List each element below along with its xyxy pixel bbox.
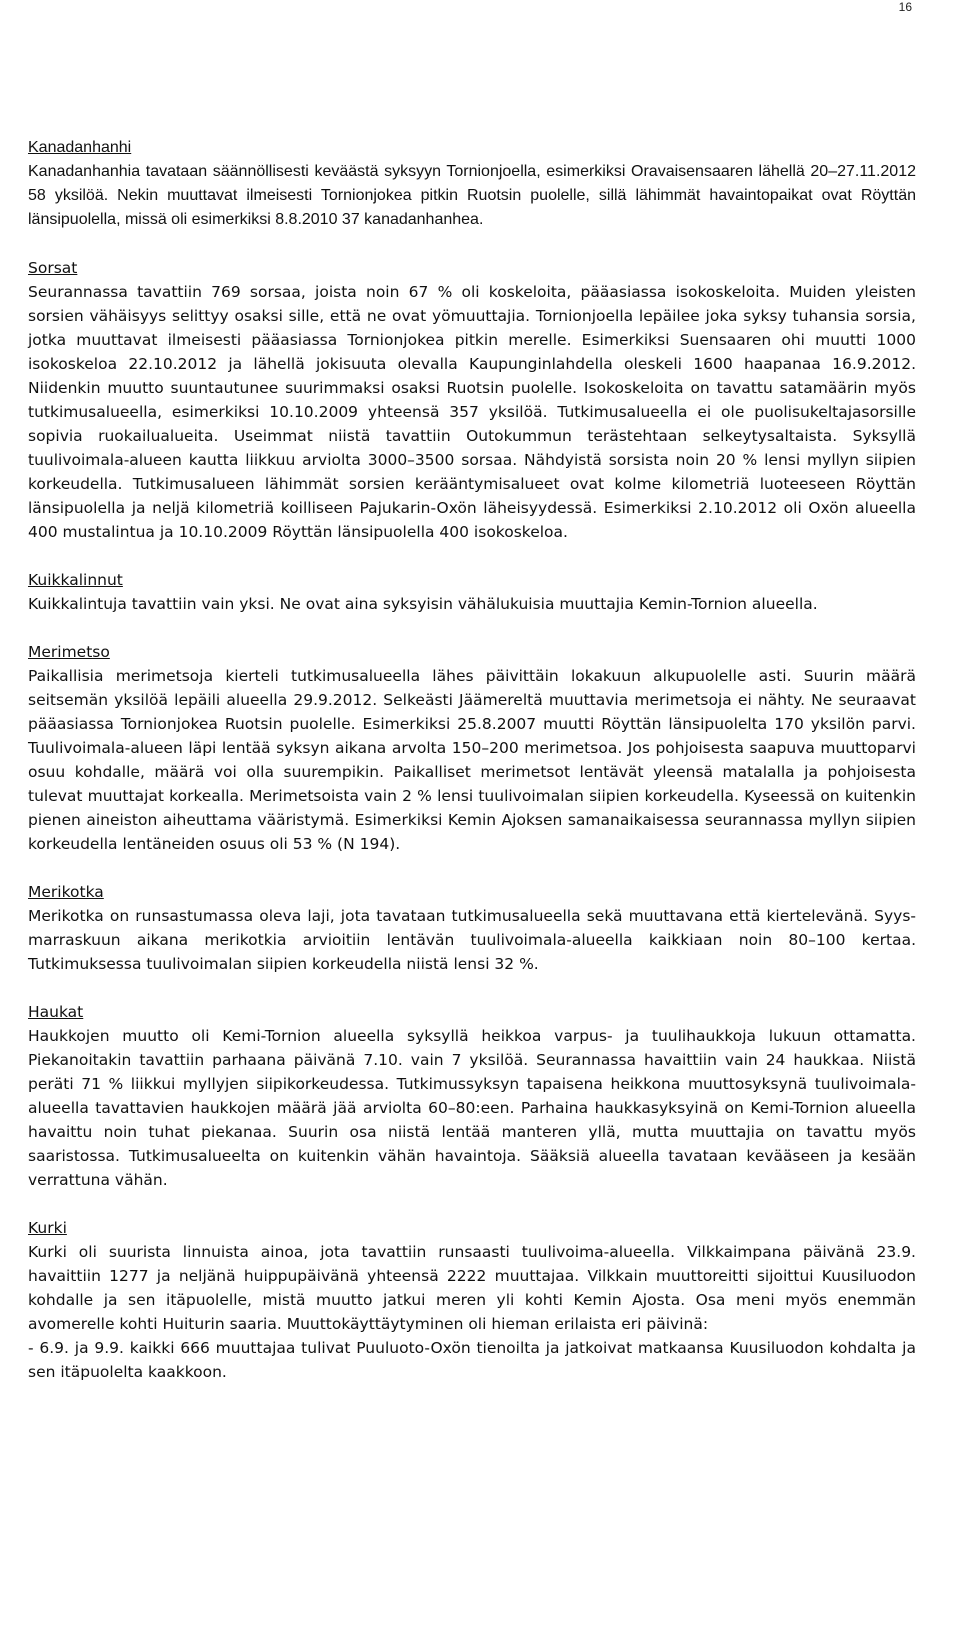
page-number: 16	[898, 0, 912, 14]
section-paragraph: Haukkojen muutto oli Kemi-Tornion alueella syksyllä heikkoa varpus- ja tuulihaukkoja lukuun ottamatta. Piekanoitakin tavattiin parhaana päivänä 7.10. vain 7 yksilöä. Seurannassa havaittiin vain 24 haukkaa. Niistä peräti 71 % liikkui myllyjen siipikorkeudessa. Tutkimussyksyn tapaisena heikkona muuttosyksynä tuulivoimala-alueella tavattavien haukkojen määrä jää arviolta 60–80:een. Parhaina haukkasyksyinä on Kemi-Tornion alueella havaittu noin tuhat piekanaa. Suurin osa niistä lentää manteren yllä, mutta muuttajia on tavattu myös saaristossa. Tutkimusalueelta on kuitenkin vähän havaintoja. Sääksiä alueella tavataan kevääseen ja kesään verrattuna vähän.	[28, 1027, 916, 1189]
section-heading: Kanadanhanhi	[28, 139, 132, 156]
section-sorsat	[28, 256, 916, 544]
section-paragraph: Kanadanhanhia tavataan säännöllisesti keväästä syksyyn Tornionjoella, esimerkiksi Oravaisensaaren lähellä 20–27.11.2012 58 yksilöä. Nekin muuttavat ilmeisesti Tornionjokea pitkin Ruotsin puolelle, sillä lähimmät havaintopaikat ovat Röyttän länsipuolella, missä oli esimerkiksi 8.8.2010 37 kanadanhanhea.	[28, 163, 916, 228]
section-heading: Sorsat	[28, 259, 78, 277]
section-merimetso	[28, 640, 916, 856]
section-kanadanhanhi	[28, 136, 916, 232]
section-paragraph: Merikotka on runsastumassa oleva laji, jota tavataan tutkimusalueella sekä muuttavana että kiertelevänä. Syys-marraskuun aikana merikotkia arvioitiin lentävän tuulivoimala-alueella kaikkiaan noin 80–100 kertaa. Tutkimuksessa tuulivoimalan siipien korkeudella niistä lensi 32 %.	[28, 907, 916, 973]
document-body	[28, 136, 916, 1408]
section-merikotka	[28, 880, 916, 976]
section-paragraph: Kurki oli suurista linnuista ainoa, jota tavattiin runsaasti tuulivoima-alueella. Vilkkaimpana päivänä 23.9. havaittiin 1277 ja neljänä huippupäivänä yhteensä 2222 muuttajaa. Vilkkain muuttoreitti sijoittui Kuusiluodon kohdalle ja sen itäpuolelle, mistä muutto jatkui meren yli kohti Kemin Ajosta. Osa meni myös enemmän avomerelle kohti Huiturin saaria. Muuttokäyttäytyminen oli hieman erilaista eri päivinä:	[28, 1243, 916, 1333]
section-haukat	[28, 1000, 916, 1192]
section-heading: Kurki	[28, 1219, 67, 1237]
section-heading: Merimetso	[28, 643, 110, 661]
section-paragraph: Seurannassa tavattiin 769 sorsaa, joista noin 67 % oli koskeloita, pääasiassa isokoskeloita. Muiden yleisten sorsien vähäisyys selittyy osaksi sille, että ne ovat yömuuttajia. Tornionjoella lepäilee joka syksy tuhansia sorsia, jotka muuttavat ilmeisesti pääasiassa Tornionjokea pitkin merelle. Esimerkiksi Suensaaren ohi muutti 1000 isokoskeloa 22.10.2012 ja lähellä jokisuuta olevalla Kaupunginlahdella oleskeli 1600 haapanaa 16.9.2012. Niidenkin muutto suuntautunee suurimmaksi osaksi Ruotsin puolelle. Isokoskeloita on tavattu satamäärin myös tutkimusalueella, esimerkiksi 10.10.2009 yhteensä 357 yksilöä. Tutkimusalueella ei ole puolisukeltajasorsille sopivia ruokailualueita. Useimmat niistä tavattiin Outokummun terästehtaan selkeytysaltaista. Syksyllä tuulivoimala-alueen kautta liikkuu arviolta 3000–3500 sorsaa. Nähdyistä sorsista noin 20 % lensi myllyn siipien korkeudella. Tutkimusalueen lähimmät sorsien kerääntymisalueet ovat kolme kilometriä luoteeseen Röyttän länsipuolella ja neljä kilometriä koilliseen Pajukarin-Oxön läheisyydessä. Esimerkiksi 2.10.2012 oli Oxön alueella 400 mustalintua ja 10.10.2009 Röyttän länsipuolella 400 isokoskeloa.	[28, 283, 916, 541]
section-heading: Merikotka	[28, 883, 104, 901]
section-kurki	[28, 1216, 916, 1384]
section-paragraph: Paikallisia merimetsoja kierteli tutkimusalueella lähes päivittäin lokakuun alkupuolelle asti. Suurin määrä seitsemän yksilöä lepäili alueella 29.9.2012. Selkeästi Jäämereltä muuttavia merimetsoja ei nähty. Ne seuraavat pääasiassa Tornionjokea Ruotsin puolelle. Esimerkiksi 25.8.2007 muutti Röyttän länsipuolelta 170 yksilön parvi. Tuulivoimala-alueen läpi lentää syksyn aikana arvolta 150–200 merimetsoa. Jos pohjoisesta saapuva muuttoparvi osuu kohdalle, määrä voi olla suurempikin. Paikalliset merimetsot lentävät yleensä matalalla ja pohjoisesta tulevat muuttajat korkealla. Merimetsoista vain 2 % lensi tuulivoimalan siipien korkeudella. Kyseessä on kuitenkin pienen aineiston aiheuttama vääristymä. Esimerkiksi Kemin Ajoksen samanaikaisessa seurannassa myllyn siipien korkeudella lentäneiden osuus oli 53 % (N 194).	[28, 667, 916, 853]
section-kuikkalinnut	[28, 568, 916, 616]
section-paragraph: Kuikkalintuja tavattiin vain yksi. Ne ovat aina syksyisin vähälukuisia muuttajia Kemin-Tornion alueella.	[28, 595, 818, 613]
section-heading: Kuikkalinnut	[28, 571, 123, 589]
section-heading: Haukat	[28, 1003, 84, 1021]
list-item: - 6.9. ja 9.9. kaikki 666 muuttajaa tulivat Puuluoto-Oxön tienoilta ja jatkoivat matkaansa Kuusiluodon kohdalta ja sen itäpuolelta kaakkoon.	[28, 1339, 916, 1381]
